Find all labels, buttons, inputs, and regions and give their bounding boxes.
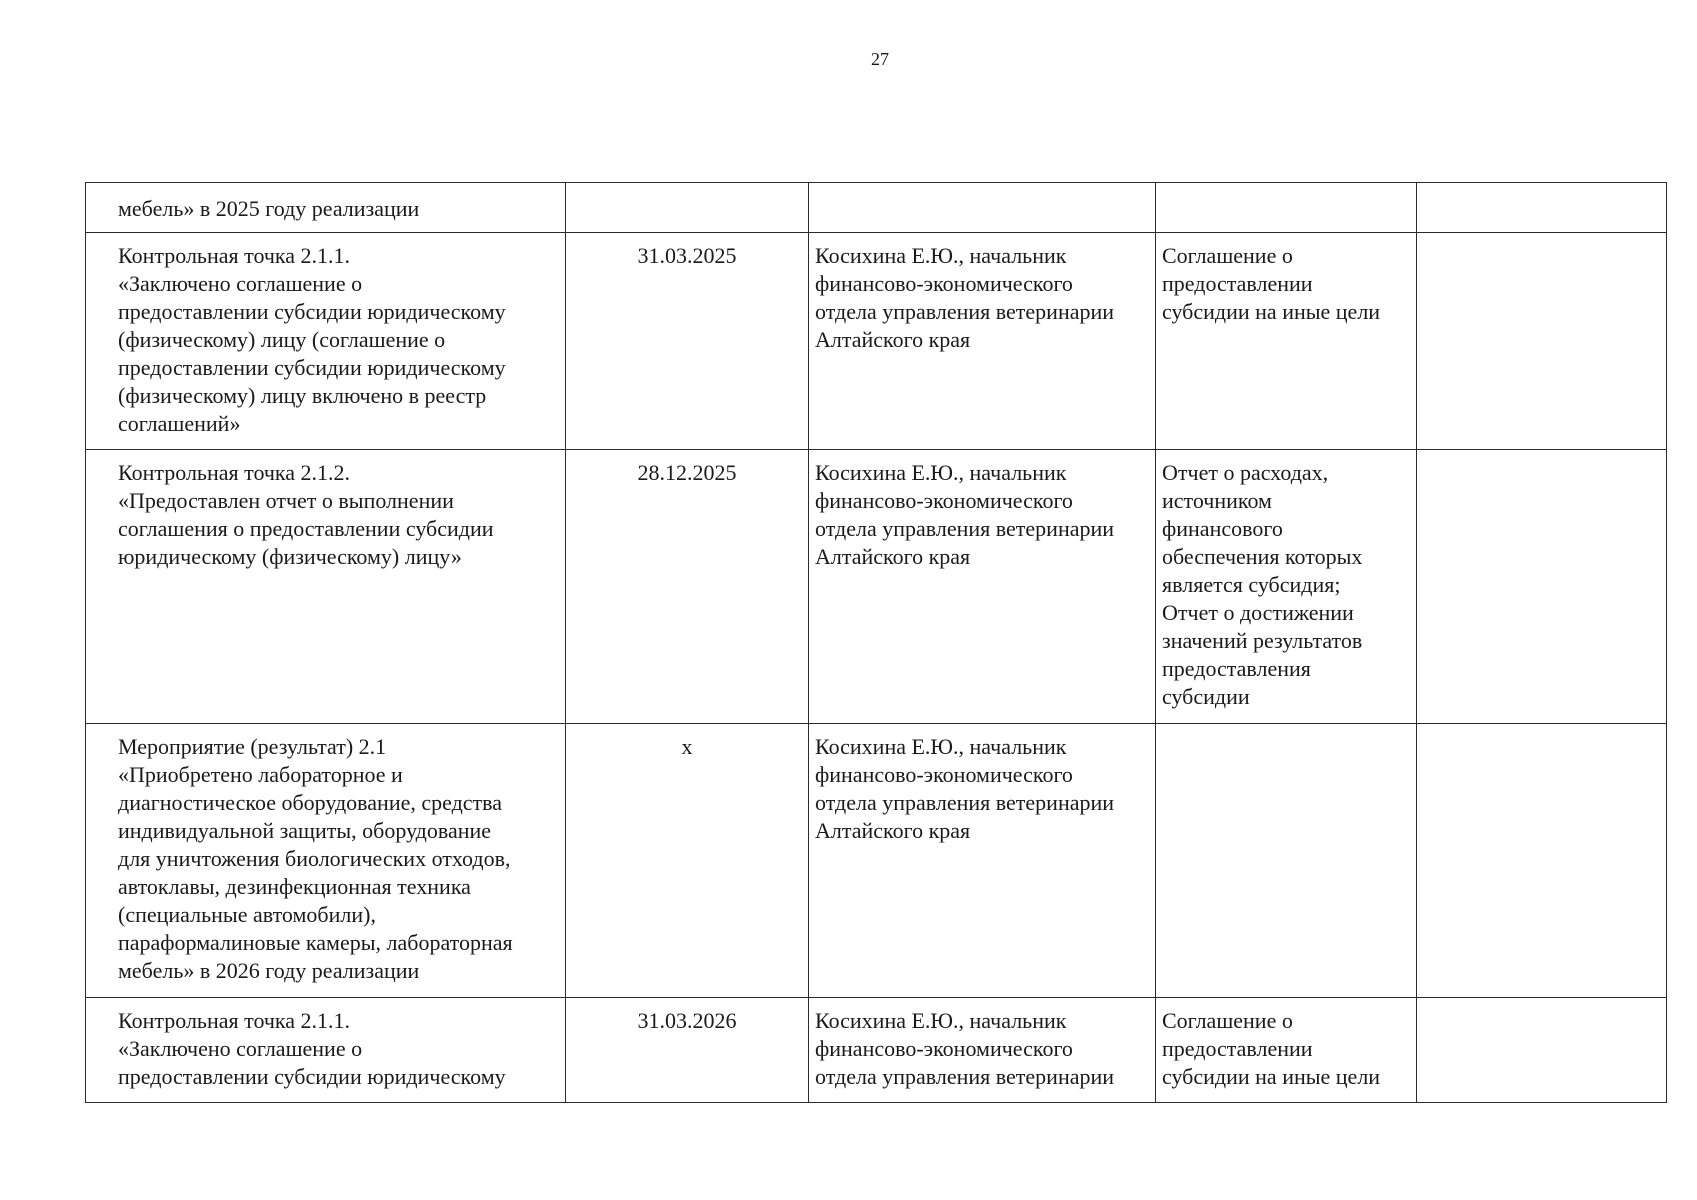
table-row — [86, 183, 1667, 233]
cell-responsible — [809, 183, 1156, 233]
cell-date: 28.12.2025 — [566, 450, 809, 724]
cell-extra — [1417, 724, 1667, 998]
table-row — [86, 998, 1667, 1103]
cell-date: 31.03.2026 — [566, 998, 809, 1103]
cell-name: Контрольная точка 2.1.1. «Заключено соглашение о предоставлении субсидии юридическому (физическому) лицу (соглашение о предоставлении субсидии юридическому (физическому) лицу включено в реестр соглашений» — [86, 233, 566, 450]
table-row — [86, 450, 1667, 724]
cell-document: Соглашение о предоставлении субсидии на иные цели — [1156, 233, 1417, 450]
table-row — [86, 233, 1667, 450]
cell-name: Контрольная точка 2.1.1. «Заключено соглашение о предоставлении субсидии юридическому — [86, 998, 566, 1103]
cell-date: x — [566, 724, 809, 998]
cell-responsible: Косихина Е.Ю., начальник финансово-экономического отдела управления ветеринарии Алтайского края — [809, 450, 1156, 724]
cell-extra — [1417, 998, 1667, 1103]
cell-document: Отчет о расходах, источником финансового обеспечения которых является субсидия; Отчет о достижении значений результатов предоставления субсидии — [1156, 450, 1417, 724]
table-row — [86, 724, 1667, 998]
cell-date: 31.03.2025 — [566, 233, 809, 450]
cell-responsible: Косихина Е.Ю., начальник финансово-экономического отдела управления ветеринарии Алтайского края — [809, 724, 1156, 998]
page-number: 27 — [871, 49, 889, 69]
cell-name: мебель» в 2025 году реализации — [86, 183, 566, 233]
cell-document: Соглашение о предоставлении субсидии на иные цели — [1156, 998, 1417, 1103]
cell-responsible: Косихина Е.Ю., начальник финансово-экономического отдела управления ветеринарии Алтайского края — [809, 233, 1156, 450]
cell-extra — [1417, 233, 1667, 450]
cell-name: Мероприятие (результат) 2.1 «Приобретено лабораторное и диагностическое оборудование, средства индивидуальной защиты, оборудование для уничтожения биологических отходов, автоклавы, дезинфекционная техника (специальные автомобили), параформалиновые камеры, лабораторная мебель» в 2026 году реализации — [86, 724, 566, 998]
cell-responsible: Косихина Е.Ю., начальник финансово-экономического отдела управления ветеринарии — [809, 998, 1156, 1103]
cell-extra — [1417, 450, 1667, 724]
plan-table — [85, 182, 1667, 1103]
cell-document — [1156, 183, 1417, 233]
cell-extra — [1417, 183, 1667, 233]
cell-document — [1156, 724, 1417, 998]
cell-name: Контрольная точка 2.1.2. «Предоставлен отчет о выполнении соглашения о предоставлении субсидии юридическому (физическому) лицу» — [86, 450, 566, 724]
cell-date — [566, 183, 809, 233]
